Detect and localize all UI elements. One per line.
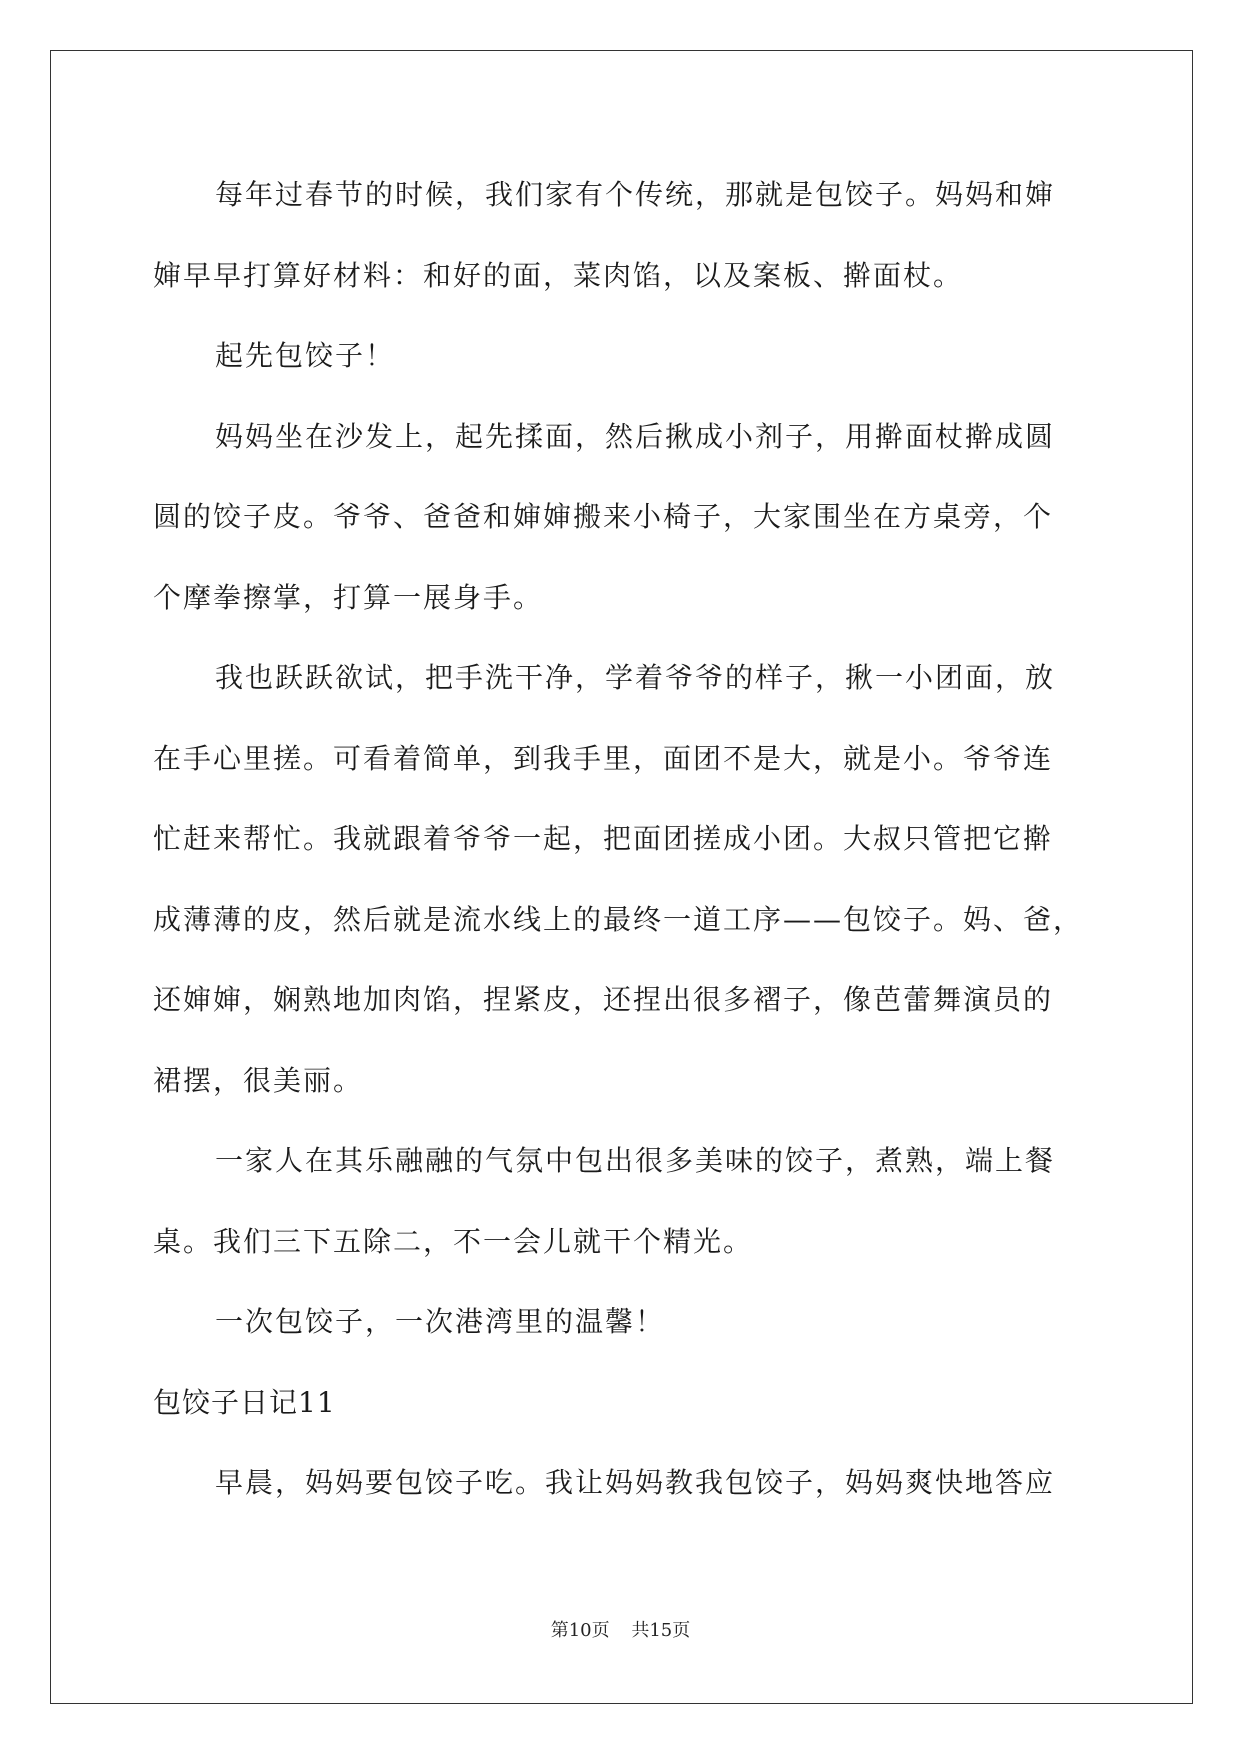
paragraph-line: 妈妈坐在沙发上，起先揉面，然后揪成小剂子，用擀面杖擀成圆	[215, 419, 1056, 453]
paragraph-line: 还婶婶，娴熟地加肉馅，捏紧皮，还捏出很多褶子，像芭蕾舞演员的	[153, 983, 1054, 1016]
paragraph-line: 早晨，妈妈要包饺子吃。我让妈妈教我包饺子，妈妈爽快地答应	[215, 1466, 1056, 1499]
page-footer	[0, 1616, 1241, 1642]
paragraph-line: 一次包饺子，一次港湾里的温馨！	[215, 1305, 666, 1338]
paragraph-line: 一家人在其乐融融的气氛中包出很多美味的饺子，煮熟，端上餐	[215, 1144, 1056, 1177]
paragraph-line: 起先包饺子！	[215, 339, 396, 372]
paragraph-line: 成薄薄的皮，然后就是流水线上的最终一道工序——包饺子。妈、爸，	[153, 902, 1084, 936]
page-total: 共15页	[631, 1620, 691, 1641]
document-body	[153, 155, 1093, 1524]
paragraph-line: 在手心里搓。可看着简单，到我手里，面团不是大，就是小。爷爷连	[153, 741, 1054, 775]
paragraph-line: 忙赶来帮忙。我就跟着爷爷一起，把面团搓成小团。大叔只管把它擀	[153, 822, 1054, 855]
paragraph-line: 裙摆，很美丽。	[153, 1063, 364, 1097]
paragraph-line: 每年过春节的时候，我们家有个传统，那就是包饺子。妈妈和婶	[215, 178, 1056, 211]
page-number: 第10页	[550, 1620, 610, 1641]
paragraph-line: 我也跃跃欲试，把手洗干净，学着爷爷的样子，揪一小团面，放	[215, 661, 1056, 694]
paragraph-line: 个摩拳擦掌，打算一展身手。	[153, 580, 544, 614]
paragraph-line: 圆的饺子皮。爷爷、爸爸和婶婶搬来小椅子，大家围坐在方桌旁，个	[153, 500, 1054, 533]
paragraph-line: 桌。我们三下五除二，不一会儿就干个精光。	[153, 1224, 754, 1258]
paragraph-line: 婶早早打算好材料：和好的面，菜肉馅，以及案板、擀面杖。	[153, 258, 964, 292]
section-heading: 包饺子日记11	[153, 1385, 336, 1419]
